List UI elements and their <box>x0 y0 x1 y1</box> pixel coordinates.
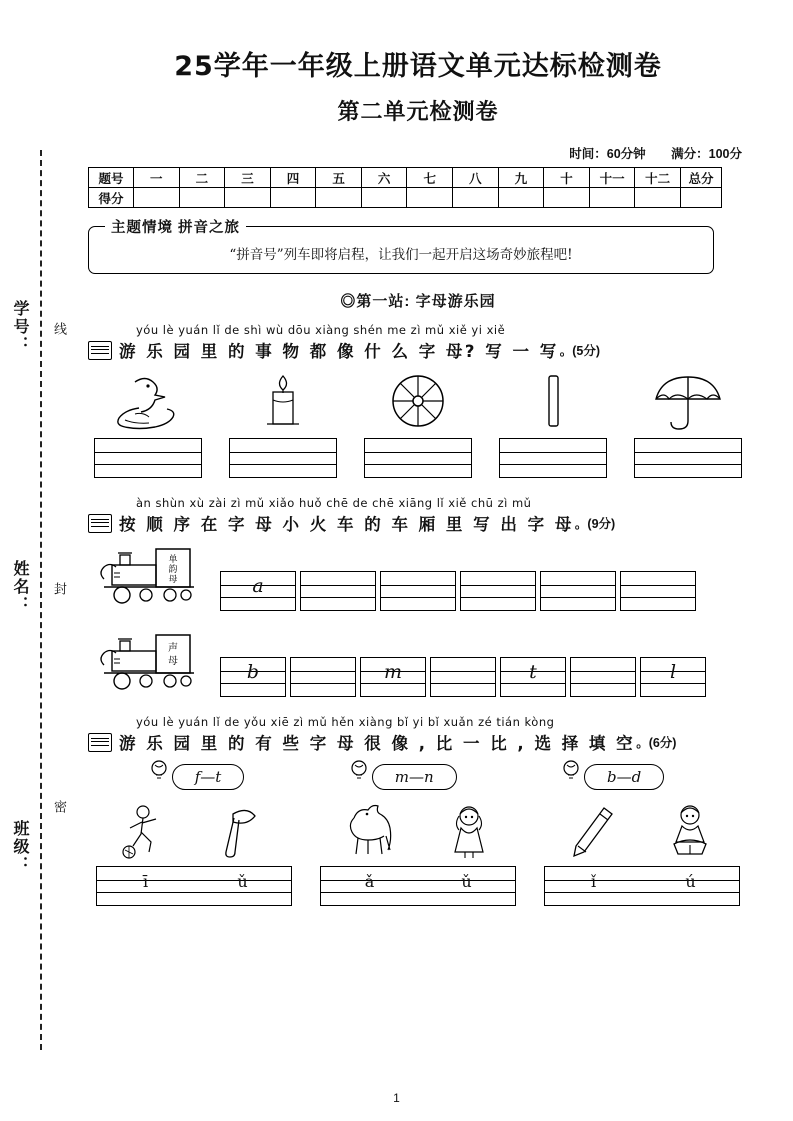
score-table <box>88 167 722 208</box>
score-table-col: 八 <box>453 168 499 188</box>
question-number-icon <box>88 733 112 752</box>
score-cell[interactable] <box>635 188 681 208</box>
four-line-box[interactable] <box>499 438 607 478</box>
bulb-icon <box>147 759 173 781</box>
score-cell[interactable] <box>225 188 271 208</box>
score-table-col: 五 <box>316 168 362 188</box>
question-number-icon <box>88 514 112 533</box>
four-line-box[interactable] <box>229 438 337 478</box>
answer-box[interactable] <box>320 866 516 906</box>
score-cell[interactable] <box>270 188 316 208</box>
score-cell-total[interactable] <box>681 188 722 208</box>
question-3-option-bubbles <box>88 764 748 790</box>
exam-page <box>88 0 748 1121</box>
train-car[interactable] <box>220 657 286 697</box>
seal-dashed-line <box>40 150 42 1050</box>
picture-pair-3 <box>544 798 740 860</box>
score-cell[interactable] <box>453 188 499 208</box>
score-table-col: 十二 <box>635 168 681 188</box>
answer-text: ǐ <box>590 872 597 891</box>
train-car[interactable] <box>290 657 356 697</box>
answer-slot[interactable] <box>545 867 642 905</box>
seal-char-mi: 密 <box>52 800 67 813</box>
four-line-box[interactable] <box>94 438 202 478</box>
train-car[interactable] <box>620 571 696 611</box>
answer-text: ǔ <box>237 872 248 891</box>
question-1 <box>88 323 748 478</box>
locomotive-icon <box>96 627 214 697</box>
score-cell[interactable] <box>498 188 544 208</box>
score-cell[interactable] <box>316 188 362 208</box>
train-car[interactable] <box>500 657 566 697</box>
exam-time: 时间：60分钟 <box>569 147 646 161</box>
page-title: 25学年一年级上册语文单元达标检测卷 <box>174 51 662 82</box>
car-letter: l <box>669 661 677 683</box>
question-1-pinyin: yóu lè yuán lǐ de shì wù dōu xiàng shén me zì mǔ xiě yi xiě <box>136 323 506 337</box>
train-row-consonants <box>88 627 748 697</box>
car-letter: t <box>529 661 537 683</box>
train-row-vowels <box>88 541 748 611</box>
score-table-col: 四 <box>270 168 316 188</box>
svg-text:单: 单 <box>168 555 178 565</box>
question-1-answer-boxes <box>88 438 748 478</box>
answer-text: ú <box>685 872 696 891</box>
picture-pair-1 <box>96 798 292 860</box>
stick-icon <box>499 370 607 432</box>
page-subtitle: 第二单元检测卷 <box>337 100 499 125</box>
train-car[interactable] <box>640 657 706 697</box>
class-label: 班级： <box>11 820 28 874</box>
train-car[interactable] <box>430 657 496 697</box>
girl-icon <box>441 802 497 860</box>
question-3-pinyin: yóu lè yuán lǐ de yǒu xiē zì mǔ hěn xiàng bǐ yi bǐ xuǎn zé tián kòng <box>136 715 555 729</box>
score-cell[interactable] <box>134 188 180 208</box>
option-bubble-text: b—d <box>607 768 642 786</box>
picture-pair-2 <box>320 798 516 860</box>
answer-text: ǎ <box>364 872 375 891</box>
bulb-icon <box>347 759 373 781</box>
umbrella-icon <box>634 370 742 432</box>
score-table-row-header: 题号 <box>89 168 134 188</box>
student-name-label: 姓名： <box>11 560 28 614</box>
train-car[interactable] <box>360 657 426 697</box>
train-car[interactable] <box>570 657 636 697</box>
svg-text:母: 母 <box>168 575 178 585</box>
score-table-col: 六 <box>361 168 407 188</box>
train-cars-consonants <box>216 657 706 697</box>
option-bubble <box>372 764 457 790</box>
four-line-box[interactable] <box>634 438 742 478</box>
answer-text: ǔ <box>461 872 472 891</box>
score-table-row-header: 得分 <box>89 188 134 208</box>
option-bubble-text: m—n <box>394 768 434 786</box>
option-bubble <box>172 764 245 790</box>
reading-girl-icon <box>660 802 720 860</box>
score-cell[interactable] <box>407 188 453 208</box>
answer-box[interactable] <box>96 866 292 906</box>
situation-text: “拼音号”列车即将启程，让我们一起开启这场奇妙旅程吧! <box>229 247 573 263</box>
score-table-col: 十一 <box>589 168 635 188</box>
question-3 <box>88 715 748 906</box>
axe-icon <box>215 802 271 860</box>
score-table-col: 二 <box>179 168 225 188</box>
score-table-col: 七 <box>407 168 453 188</box>
train-cars-vowels <box>216 571 696 611</box>
question-3-answer-boxes <box>88 866 748 906</box>
question-2-pinyin: àn shùn xù zài zì mǔ xiǎo huǒ chē de chē xiāng lǐ xiě chū zì mǔ <box>136 496 532 510</box>
candle-icon <box>229 370 337 432</box>
question-2 <box>88 496 748 697</box>
car-letter: b <box>246 661 260 683</box>
score-table-col: 九 <box>498 168 544 188</box>
answer-slot[interactable] <box>642 867 739 905</box>
train-car[interactable] <box>540 571 616 611</box>
locomotive-icon <box>96 541 214 611</box>
horse-icon <box>340 802 402 860</box>
wheel-icon <box>364 370 472 432</box>
score-cell[interactable] <box>544 188 590 208</box>
question-3-score: 。(6分) <box>636 736 677 750</box>
exam-total-score: 满分：100分 <box>671 147 742 161</box>
exam-meta <box>88 144 748 162</box>
car-letter: a <box>252 575 264 597</box>
page-number: 1 <box>393 1091 400 1105</box>
score-table-col: 一 <box>134 168 180 188</box>
question-1-pictures <box>88 370 748 432</box>
question-1-score: 。(5分) <box>559 344 601 358</box>
train-car[interactable] <box>300 571 376 611</box>
pencil-icon <box>564 802 620 860</box>
svg-text:声: 声 <box>168 643 178 654</box>
answer-slot[interactable] <box>97 867 194 905</box>
svg-text:母: 母 <box>168 656 178 667</box>
option-bubble <box>584 764 664 790</box>
score-table-col: 三 <box>225 168 271 188</box>
train-car[interactable] <box>460 571 536 611</box>
svg-text:韵: 韵 <box>168 565 178 575</box>
score-table-col: 十 <box>544 168 590 188</box>
question-1-text: 游 乐 园 里 的 事 物 都 像 什 么 字 母? 写 一 写 <box>119 342 559 361</box>
score-cell[interactable] <box>589 188 635 208</box>
question-3-pictures <box>88 798 748 860</box>
option-bubble-text: f—t <box>194 768 222 786</box>
answer-slot[interactable] <box>321 867 418 905</box>
student-id-label: 学号： <box>11 300 28 354</box>
left-margin <box>0 0 78 1121</box>
score-cell[interactable] <box>361 188 407 208</box>
train-car[interactable] <box>220 571 296 611</box>
station-heading: ◎第一站: 字母游乐园 <box>340 293 496 310</box>
answer-slot[interactable] <box>418 867 515 905</box>
situation-box <box>88 220 714 274</box>
duck-icon <box>94 370 202 432</box>
question-3-text: 游 乐 园 里 的 有 些 字 母 很 像 , 比 一 比 , 选 择 填 空 <box>119 734 636 753</box>
car-letter: m <box>383 661 403 683</box>
score-cell[interactable] <box>179 188 225 208</box>
table-row <box>89 168 722 188</box>
situation-title: 主题情境 拼音之旅 <box>105 216 246 237</box>
answer-slot[interactable] <box>194 867 291 905</box>
score-table-col-total: 总分 <box>681 168 722 188</box>
question-2-score: 。(9分) <box>574 517 616 531</box>
running-boy-icon <box>117 802 173 860</box>
answer-box[interactable] <box>544 866 740 906</box>
question-number-icon <box>88 341 112 360</box>
bulb-icon <box>559 759 585 781</box>
four-line-box[interactable] <box>364 438 472 478</box>
question-2-text: 按 顺 序 在 字 母 小 火 车 的 车 厢 里 写 出 字 母 <box>119 515 574 534</box>
table-row <box>89 188 722 208</box>
seal-char-line: 线 <box>52 322 67 335</box>
train-car[interactable] <box>380 571 456 611</box>
answer-text: ī <box>142 872 149 891</box>
seal-char-feng: 封 <box>52 582 67 595</box>
